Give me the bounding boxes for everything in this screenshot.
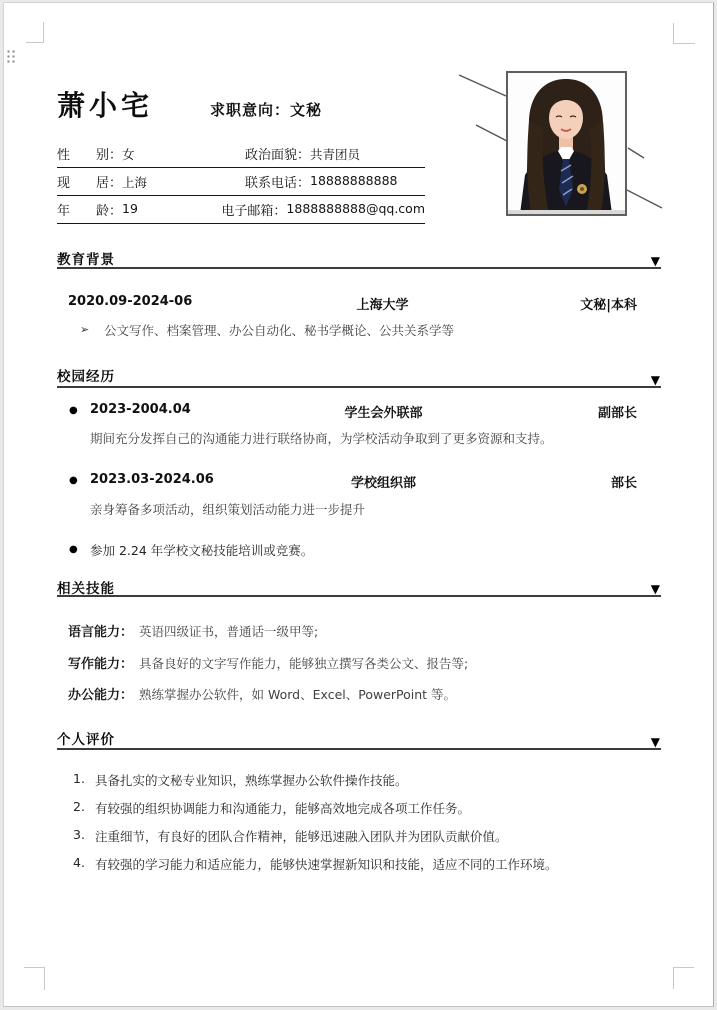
triangle-down-icon: ▼ [650, 582, 660, 596]
campus-org: 学生会外联部 [344, 406, 423, 421]
section-title: 校园经历 [57, 369, 115, 385]
skill-item [68, 684, 628, 703]
skill-label: 语言能力： [68, 625, 134, 640]
item-number: 2. [73, 799, 85, 814]
campus-extra-bullet: 参加 2.24 年学校文秘技能培训或竞赛。 [90, 543, 314, 558]
skill-text: 具备良好的文字写作能力，能够独立撰写各类公文、报告等; [139, 656, 469, 671]
campus-description: 亲身筹备多项活动，组织策划活动能力进一步提升 [90, 502, 366, 517]
education-major: 文秘|本科 [580, 298, 637, 313]
skill-label: 办公能力： [68, 688, 134, 703]
section-header-skills [57, 577, 661, 597]
section-header-campus [57, 365, 661, 388]
section-title: 教育背景 [57, 252, 115, 268]
education-school: 上海大学 [356, 298, 409, 313]
dot-bullet-icon: ● [69, 405, 78, 416]
gender-label: 性 别： [57, 148, 123, 163]
text-boundary-mark-top-left [26, 22, 44, 43]
campus-date: 2023.03-2024.06 [90, 472, 214, 487]
campus-description: 期间充分发挥自己的沟通能力进行联络协商，为学校活动争取到了更多资源和支持。 [90, 431, 553, 446]
section-header-evaluation [57, 728, 661, 750]
dot-bullet-icon: ● [69, 475, 78, 486]
campus-entry-row [90, 472, 637, 491]
evaluation-item [73, 827, 633, 845]
campus-role: 副部长 [597, 406, 637, 421]
candidate-name: 萧小宅 [57, 89, 154, 122]
job-intention: 求职意向：文秘 [210, 101, 323, 119]
arrow-bullet-icon: ➢ [80, 323, 90, 336]
text-boundary-mark-bottom-left [24, 967, 45, 990]
email-value: 1888888888@qq.com [286, 201, 425, 216]
political-status-value: 共青团员 [310, 147, 361, 162]
portrait-illustration [508, 73, 625, 214]
age-value: 19 [122, 201, 138, 216]
evaluation-item [73, 771, 633, 789]
text-boundary-mark-top-right [673, 23, 695, 44]
campus-org: 学校组织部 [350, 476, 416, 491]
section-title: 相关技能 [57, 581, 115, 597]
triangle-down-icon: ▼ [650, 735, 660, 749]
campus-role: 部长 [610, 476, 637, 491]
education-courses: 公文写作、档案管理、办公自动化、秘书学概论、公共关系学等 [104, 323, 455, 338]
item-number: 3. [73, 827, 85, 842]
education-entry-row [68, 294, 637, 313]
email-label: 电子邮箱： [221, 204, 287, 219]
campus-date: 2023-2004.04 [90, 402, 191, 417]
skill-item [68, 653, 628, 672]
phone-value: 18888888888 [310, 173, 398, 188]
triangle-down-icon: ▼ [650, 373, 660, 387]
item-text: 具备扎实的文秘专业知识，熟练掌握办公软件操作技能。 [95, 773, 408, 788]
residence-value: 上海 [122, 175, 148, 190]
dot-bullet-icon: ● [69, 544, 78, 555]
education-date: 2020.09-2024-06 [68, 294, 193, 309]
evaluation-item [73, 855, 633, 873]
section-title: 个人评价 [57, 732, 115, 748]
skill-item [68, 621, 628, 640]
age-label: 年 龄： [57, 204, 123, 219]
item-text: 有较强的组织协调能力和沟通能力，能够高效地完成各项工作任务。 [95, 801, 471, 816]
text-boundary-mark-bottom-right [673, 967, 694, 989]
skill-text: 熟练掌握办公软件，如 Word、Excel、PowerPoint 等。 [139, 687, 457, 702]
phone-label: 联系电话： [245, 176, 311, 191]
item-number: 4. [73, 855, 85, 870]
table-row [57, 196, 425, 224]
table-row [57, 140, 425, 168]
campus-entry-row [90, 402, 637, 421]
political-status-label: 政治面貌： [245, 148, 311, 163]
item-number: 1. [73, 771, 85, 786]
table-row [57, 168, 425, 196]
evaluation-item [73, 799, 633, 817]
id-photo [506, 71, 627, 216]
gender-value: 女 [122, 147, 135, 162]
section-header-education [57, 248, 661, 269]
item-text: 有较强的学习能力和适应能力，能够快速掌握新知识和技能，适应不同的工作环境。 [95, 857, 558, 872]
triangle-down-icon: ▼ [650, 254, 660, 268]
residence-label: 现 居： [57, 176, 123, 191]
skill-text: 英语四级证书，普通话一级甲等; [139, 624, 319, 639]
drag-handle-icon[interactable] [6, 49, 16, 64]
personal-info-table [57, 140, 425, 224]
skill-label: 写作能力： [68, 657, 134, 672]
item-text: 注重细节，有良好的团队合作精神，能够迅速融入团队并为团队贡献价值。 [95, 829, 508, 844]
